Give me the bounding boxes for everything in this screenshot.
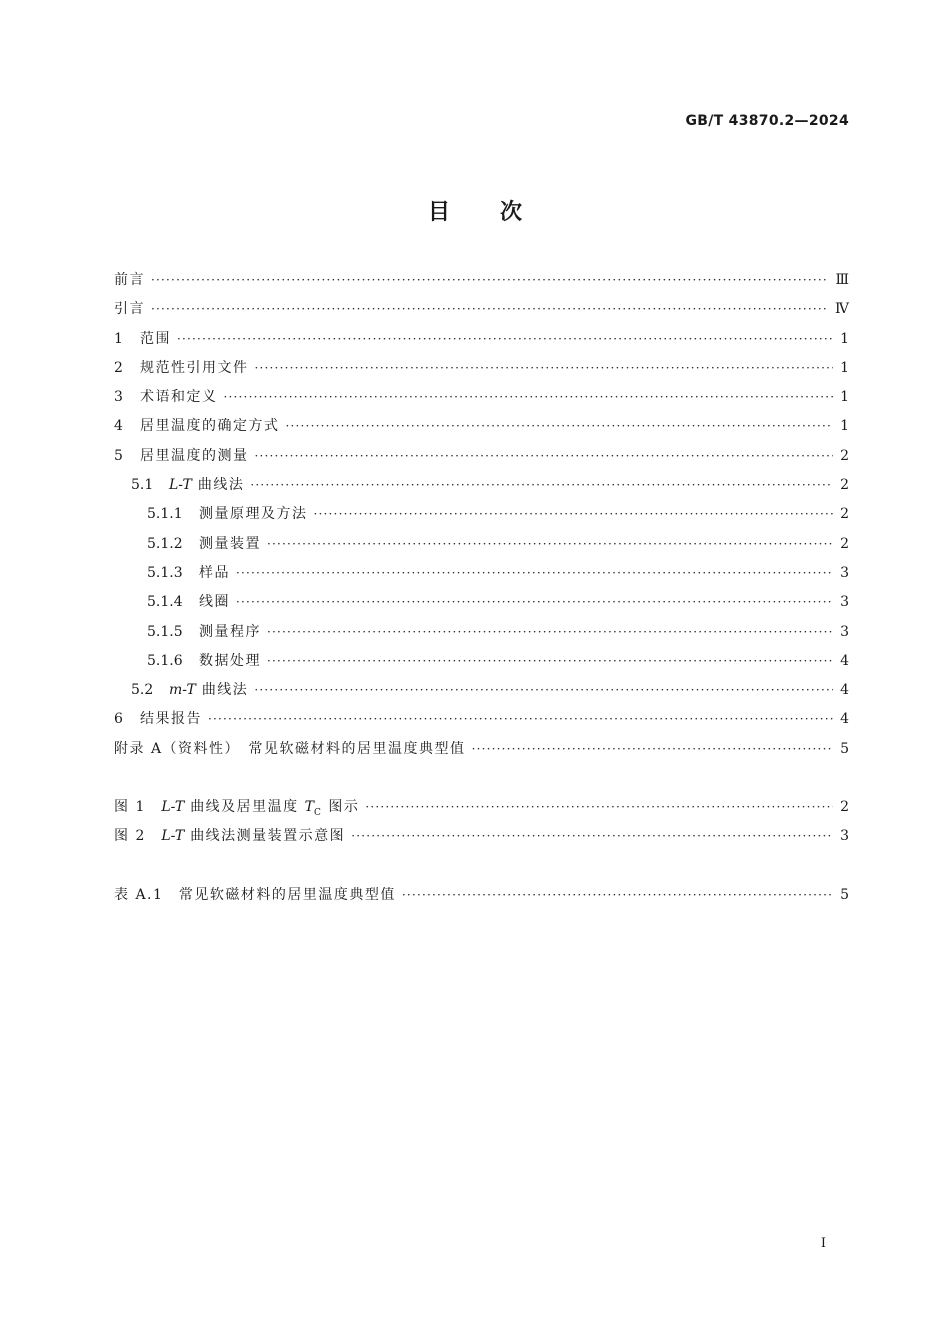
toc-page-number: 3 bbox=[840, 828, 849, 845]
toc-entry-text: 测量原理及方法 bbox=[199, 506, 308, 523]
toc-page-number: 4 bbox=[840, 711, 849, 728]
toc-section-number: 5.1.2 bbox=[147, 535, 183, 552]
toc-entry-report[interactable] bbox=[114, 708, 849, 737]
italic-symbol: m-T bbox=[169, 682, 196, 699]
toc-entry-foreword[interactable] bbox=[114, 269, 849, 298]
document-number: GB/T 43870.2—2024 bbox=[685, 113, 849, 129]
toc-entry-determination-method[interactable] bbox=[114, 415, 849, 444]
list-of-figures bbox=[114, 796, 849, 855]
toc-page-number: 4 bbox=[840, 682, 849, 699]
dot-leader bbox=[224, 390, 834, 404]
toc-page-number: Ⅳ bbox=[835, 301, 849, 318]
figure-entry-text: 图 1 L-T 曲线及居里温度 $T_C$ 图示 bbox=[114, 799, 360, 818]
toc-entry-samples[interactable] bbox=[114, 562, 849, 591]
dot-leader bbox=[208, 712, 833, 726]
toc-page-number: 3 bbox=[840, 623, 849, 640]
italic-symbol: L-T bbox=[169, 477, 192, 494]
toc-entry-text: 样品 bbox=[199, 564, 230, 581]
toc-page-number: 3 bbox=[840, 564, 849, 581]
toc-section-number: 5.1.1 bbox=[147, 506, 183, 523]
figure-label: 图 2 bbox=[114, 828, 146, 845]
toc-entry-text: 范围 bbox=[140, 330, 171, 347]
toc-entry-scope[interactable] bbox=[114, 328, 849, 357]
dot-leader bbox=[267, 625, 833, 639]
figure-label: 图 1 bbox=[114, 799, 146, 815]
toc-page-number: 5 bbox=[840, 887, 849, 903]
toc-entry-text: 居里温度的确定方式 bbox=[140, 418, 280, 435]
toc-entry-data-processing[interactable] bbox=[114, 650, 849, 679]
dot-leader bbox=[177, 332, 833, 346]
toc-entry-text: 测量程序 bbox=[199, 623, 261, 640]
dot-leader bbox=[402, 888, 833, 902]
toc-page-number: 2 bbox=[840, 506, 849, 523]
italic-symbol: L-T bbox=[161, 799, 185, 815]
dot-leader bbox=[236, 566, 833, 580]
toc-page-number: Ⅲ bbox=[835, 272, 849, 288]
toc-section-number: 5.1 bbox=[131, 477, 154, 494]
toc-page-number: 2 bbox=[840, 447, 849, 464]
toc-section-number: 2 bbox=[114, 359, 123, 376]
toc-page-number: 2 bbox=[840, 799, 849, 815]
table-entry-a1[interactable] bbox=[114, 884, 849, 913]
toc-entry-text: m-T 曲线法 bbox=[169, 682, 249, 699]
toc-page-number: 1 bbox=[840, 389, 849, 406]
toc-section-number: 5.1.4 bbox=[147, 594, 183, 611]
toc-page-number: 1 bbox=[840, 418, 849, 435]
page-footer-number: I bbox=[820, 1236, 826, 1251]
toc-entry-text: 引言 bbox=[114, 301, 145, 318]
toc-section-number: 5.1.6 bbox=[147, 652, 183, 669]
dot-leader bbox=[267, 537, 833, 551]
toc-page-number: 5 bbox=[840, 740, 849, 757]
toc-entry-text: 测量装置 bbox=[199, 535, 261, 552]
table-of-contents bbox=[114, 269, 849, 767]
toc-entry-text: 附录 A（资料性） 常见软磁材料的居里温度典型值 bbox=[114, 740, 466, 757]
dot-leader bbox=[286, 419, 834, 433]
toc-page-number: 1 bbox=[840, 330, 849, 347]
toc-entry-mt-curve-method[interactable] bbox=[114, 679, 849, 708]
toc-entry-text: 前言 bbox=[114, 272, 145, 288]
toc-section-number: 5.1.3 bbox=[147, 564, 183, 581]
symbol-subscript: C bbox=[313, 807, 323, 818]
toc-entry-introduction[interactable] bbox=[114, 298, 849, 327]
toc-section-number: 5 bbox=[114, 447, 123, 464]
dot-leader bbox=[472, 742, 833, 756]
table-entry-text: 表 A.1 常见软磁材料的居里温度典型值 bbox=[114, 887, 396, 903]
toc-section-number: 5.1.5 bbox=[147, 623, 183, 640]
toc-entry-procedure[interactable] bbox=[114, 621, 849, 650]
page-title: 目次 bbox=[427, 200, 572, 225]
toc-page-number: 1 bbox=[840, 359, 849, 376]
dot-leader bbox=[254, 683, 833, 697]
toc-entry-text: 数据处理 bbox=[199, 652, 261, 669]
dot-leader bbox=[267, 654, 833, 668]
toc-entry-terms-definitions[interactable] bbox=[114, 386, 849, 415]
toc-page-number: 2 bbox=[840, 477, 849, 494]
toc-entry-text: L-T 曲线法 bbox=[169, 477, 245, 494]
dot-leader bbox=[255, 361, 834, 375]
table-label: 表 A.1 bbox=[114, 887, 164, 903]
toc-entry-text: 规范性引用文件 bbox=[140, 359, 249, 376]
italic-symbol: L-T bbox=[161, 828, 185, 845]
dot-leader bbox=[151, 273, 829, 287]
dot-leader bbox=[365, 800, 833, 814]
toc-entry-measurement-apparatus[interactable] bbox=[114, 533, 849, 562]
toc-entry-measurement[interactable] bbox=[114, 445, 849, 474]
toc-page-number: 2 bbox=[840, 535, 849, 552]
dot-leader bbox=[250, 478, 833, 492]
toc-entry-text: 术语和定义 bbox=[140, 389, 218, 406]
dot-leader bbox=[314, 507, 834, 521]
toc-entry-text: 居里温度的测量 bbox=[140, 447, 249, 464]
toc-entry-principle-method[interactable] bbox=[114, 503, 849, 532]
dot-leader bbox=[255, 449, 834, 463]
toc-entry-annex-a[interactable] bbox=[114, 738, 849, 767]
toc-page-number: 3 bbox=[840, 594, 849, 611]
toc-entry-text: 线圈 bbox=[199, 594, 230, 611]
toc-section-number: 1 bbox=[114, 330, 123, 347]
toc-page-number: 4 bbox=[840, 652, 849, 669]
toc-section-number: 3 bbox=[114, 389, 123, 406]
toc-section-number: 5.2 bbox=[131, 682, 154, 699]
list-of-tables bbox=[114, 884, 849, 913]
toc-entry-normative-references[interactable] bbox=[114, 357, 849, 386]
toc-section-number: 4 bbox=[114, 418, 123, 435]
dot-leader bbox=[351, 829, 833, 843]
toc-section-number: 6 bbox=[114, 711, 123, 728]
dot-leader bbox=[151, 302, 829, 316]
toc-entry-text: 结果报告 bbox=[140, 711, 202, 728]
toc-entry-coil[interactable] bbox=[114, 591, 849, 620]
figure-entry-text: 图 2 L-T 曲线法测量装置示意图 bbox=[114, 828, 346, 845]
curie-temperature-symbol: T bbox=[304, 799, 314, 815]
toc-entry-lt-curve-method[interactable] bbox=[114, 474, 849, 503]
figure-entry-1[interactable] bbox=[114, 796, 849, 825]
dot-leader bbox=[236, 595, 833, 609]
figure-entry-2[interactable] bbox=[114, 825, 849, 854]
